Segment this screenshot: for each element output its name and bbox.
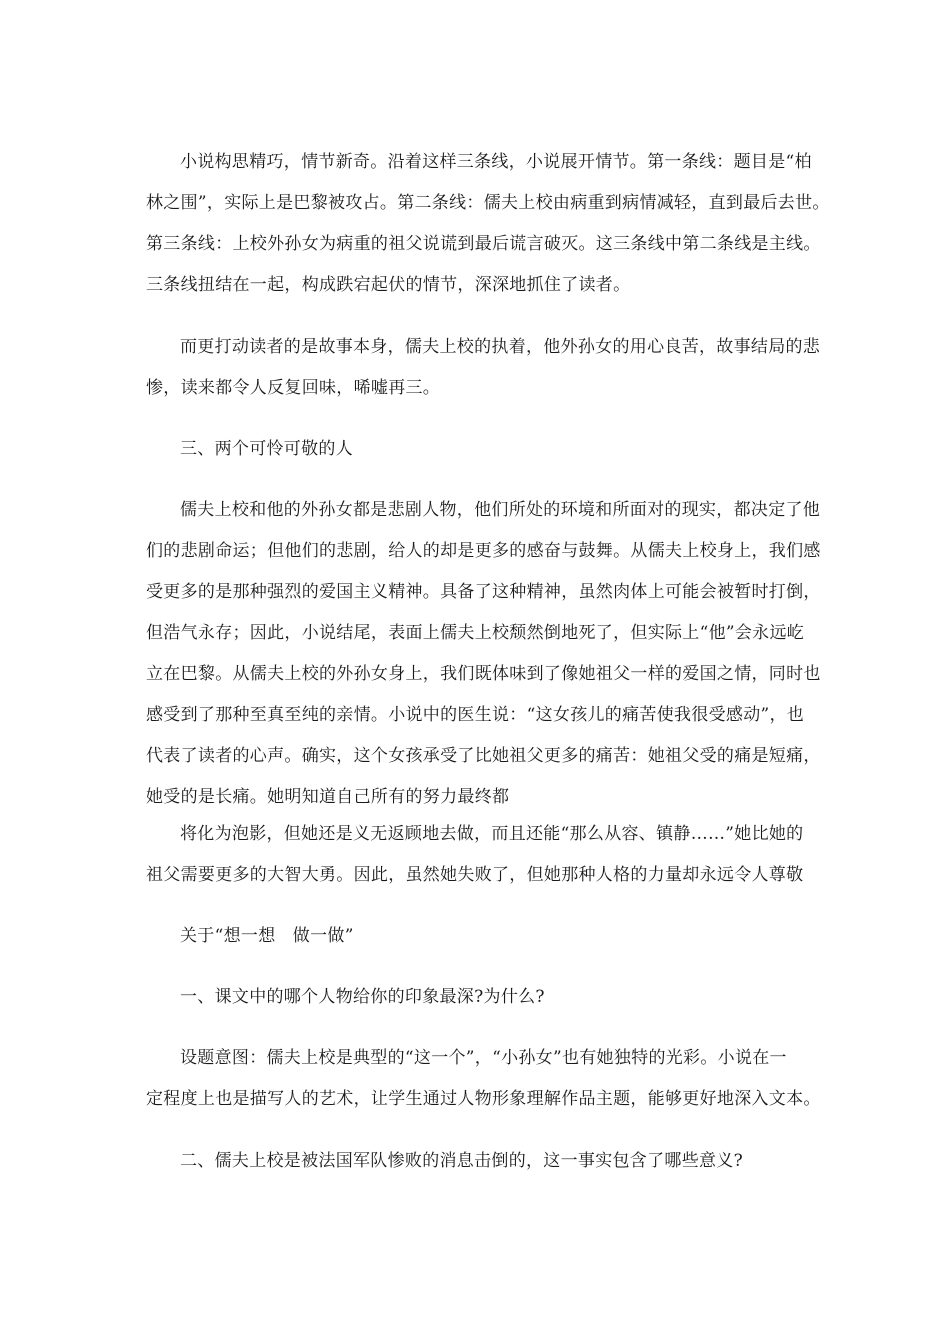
paragraph-line: 儒夫上校和他的外孙女都是悲剧人物，他们所处的环境和所面对的现实，都决定了他: [180, 500, 821, 520]
paragraph-line: 小说构思精巧，情节新奇。沿着这样三条线，小说展开情节。第一条线：题目是“柏: [180, 152, 812, 172]
paragraph-line: 第三条线：上校外孙女为病重的祖父说谎到最后谎言破灭。这三条线中第二条线是主线。: [146, 234, 821, 254]
paragraph-line: 而更打动读者的是故事本身，儒夫上校的执着，他外孙女的用心良苦，故事结局的悲: [180, 337, 821, 357]
paragraph-line: 三条线扭结在一起，构成跌宕起伏的情节，深深地抓住了读者。: [146, 275, 631, 295]
paragraph-line: 定程度上也是描写人的艺术，让学生通过人物形象理解作品主题，能够更好地深入文本。: [146, 1089, 821, 1109]
paragraph-line: 将化为泡影，但她还是义无返顾地去做，而且还能“那么从容、镇静……”她比她的: [180, 824, 804, 844]
question-line: 二、儒夫上校是被法国军队惨败的消息击倒的，这一事实包含了哪些意义?: [180, 1151, 744, 1171]
paragraph-line: 祖父需要更多的大智大勇。因此，虽然她失败了，但她那种人格的力量却永远令人尊敬: [146, 865, 804, 885]
paragraph-line: 立在巴黎。从儒夫上校的外孙女身上，我们既体味到了像她祖父一样的爱国之情，同时也: [146, 664, 821, 684]
paragraph-line: 但浩气永存；因此，小说结尾，表面上儒夫上校颓然倒地死了，但实际上“他”会永远屹: [146, 623, 805, 643]
paragraph-line: 她受的是长痛。她明知道自己所有的努力最终都: [146, 787, 510, 807]
question-line: 一、课文中的哪个人物给你的印象最深?为什么?: [180, 987, 545, 1007]
paragraph-line: 们的悲剧命运；但他们的悲剧，给人的却是更多的感奋与鼓舞。从儒夫上校身上，我们感: [146, 541, 821, 561]
paragraph-line: 设题意图：儒夫上校是典型的“这一个”，“小孙女”也有她独特的光彩。小说在一: [180, 1048, 787, 1068]
paragraph-line: 惨，读来都令人反复回味，唏嘘再三。: [146, 378, 441, 398]
section-heading: 三、两个可怜可敬的人: [180, 439, 353, 459]
paragraph-line: 感受到了那种至真至纯的亲情。小说中的医生说：“这女孩儿的痛苦使我很受感动”，也: [146, 705, 805, 725]
section-heading: 关于“想一想 做一做”: [180, 926, 354, 946]
paragraph-line: 受更多的是那种强烈的爱国主义精神。具备了这种精神，虽然肉体上可能会被暂时打倒，: [146, 582, 821, 602]
paragraph-line: 代表了读者的心声。确实，这个女孩承受了比她祖父更多的痛苦：她祖父受的痛是短痛，: [146, 746, 821, 766]
paragraph-line: 林之围”，实际上是巴黎被攻占。第二条线：儒夫上校由病重到病情减轻，直到最后去世。: [146, 193, 830, 213]
